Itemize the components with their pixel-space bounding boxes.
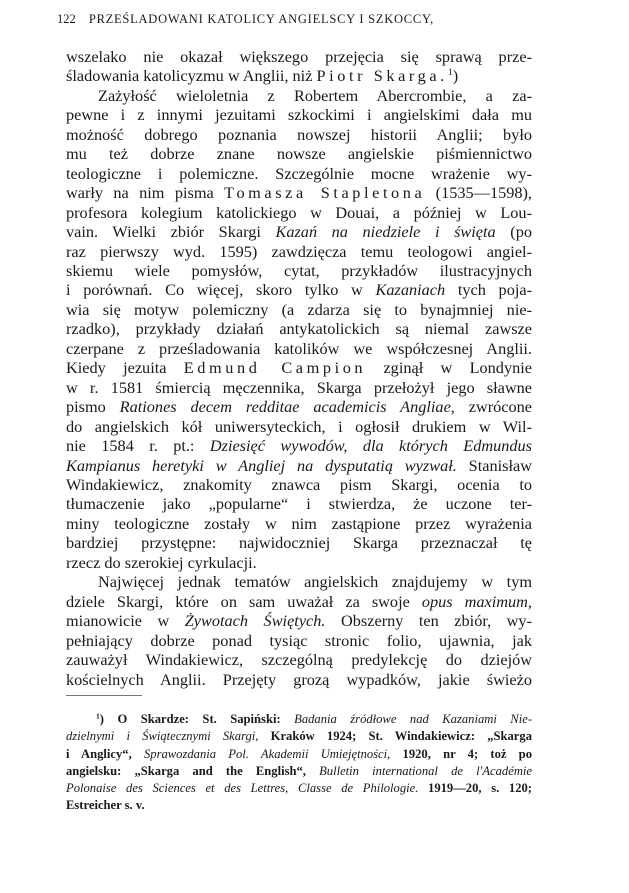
body-line <box>66 203 532 222</box>
body-line <box>66 86 532 105</box>
text-run: (po <box>495 222 532 242</box>
body-line <box>66 183 532 202</box>
text-run: pełniający dobrze ponad tysiąc stronic folio, ujawnia, jak <box>66 630 532 650</box>
spaced-name: Edmund Campion <box>183 358 367 378</box>
text-run: i Anglicy“, <box>66 746 144 761</box>
body-line <box>66 514 532 533</box>
text-run: rzadko), przykłady działań antykatolickich są niemal zawsze <box>66 319 532 339</box>
body-line <box>66 611 532 630</box>
text-run: bardziej przystępne: najwidoczniej Skarga przeznaczał tę <box>66 533 532 553</box>
running-title: PRZEŚLADOWANI KATOLICY ANGIELSCY I SZKOCCY, <box>88 12 434 26</box>
body-line <box>66 242 532 261</box>
body-line <box>66 592 532 611</box>
body-line <box>66 47 532 66</box>
body-line <box>66 300 532 319</box>
text-run: Windakiewicz, znakomity znawca pism Skargi, ocenia to <box>66 474 532 494</box>
text-run: skiemu wiele pomysłów, cytat, przykładów ilustracyjnych <box>66 260 532 280</box>
text-run: 1919—20, s. 120; <box>418 781 532 796</box>
text-run: Najwięcej jednak tematów angielskich znajdujemy w tym <box>98 572 532 592</box>
running-header <box>57 12 497 27</box>
text-run: wia się motyw polemiczny (a zdarza się to bynajmniej nie- <box>66 299 532 319</box>
body-line <box>66 670 532 689</box>
spaced-name: Tomasza Stapletona <box>224 183 426 203</box>
footnote-line <box>66 763 532 780</box>
body-line <box>66 125 532 144</box>
text-run: kościelnych Anglii. Przejęty grozą wypadków, jakie świeżo <box>66 669 532 689</box>
body-line <box>66 650 532 669</box>
footnote-line <box>66 797 532 814</box>
text-run: teologiczne i polemiczne. Szczególnie mocne wrażenie wy- <box>66 163 532 183</box>
text-run: ) O Skardze: St. Sapiński: <box>99 712 295 726</box>
text-run: raz pierwszy wyd. 1595) zawdzięcza temu teologowi angiel- <box>66 241 532 261</box>
footnote-line <box>66 711 532 728</box>
body-line <box>66 222 532 241</box>
text-run: (1535—1598), <box>425 183 532 203</box>
footnote-line <box>66 780 532 797</box>
text-run: miny teologiczne zostały w nim zastąpione przez wyrażenia <box>66 513 532 533</box>
footnote-line <box>66 746 532 763</box>
italic-text: Rationes decem redditae academicis Angliae, <box>119 397 455 417</box>
body-line <box>66 397 532 416</box>
text-run: warły na nim pisma <box>66 183 225 203</box>
text-run: angielsku: „Skarga and the English“, <box>66 763 320 778</box>
text-run: Estreicher s. v. <box>66 798 145 813</box>
italic-text: Żywotach Świętych. <box>184 611 326 631</box>
footnote-line <box>66 728 532 745</box>
body-line <box>66 164 532 183</box>
text-run: tłumaczenie jako „popularne“ i stwierdza, że uczone ter- <box>66 494 532 514</box>
text-run: czerpane z prześladowania katolików we współczesnej Anglii. <box>66 338 532 358</box>
italic-text: Polonaise des Sciences et des Lettres, Classe de Philologie. <box>66 781 419 796</box>
text-run: nie 1584 r. pt.: <box>66 436 210 456</box>
text-run: Stanisław <box>456 455 532 475</box>
italic-text: Kazaniach <box>375 280 446 300</box>
italic-text: Bulletin international de l'Académie <box>319 763 533 778</box>
text-run: tych poja- <box>445 280 533 300</box>
body-line <box>66 417 532 436</box>
text-run: Obszerny ten zbiór, wy- <box>325 611 532 631</box>
text-run: pismo <box>66 397 120 417</box>
body-line <box>66 280 532 299</box>
text-run: mianowicie w <box>66 611 185 631</box>
footnote-divider <box>66 695 142 696</box>
text-run: zwrócone <box>454 397 532 417</box>
text-run: rzecz do szerokiej cyrkulacji. <box>66 552 257 572</box>
text-run: mu też dobrze znane nowsze angielskie piśmiennictwo <box>66 144 532 164</box>
text-run: do angielskich kół uniwersyteckich, i ogłosił drukiem w Wil- <box>66 416 532 436</box>
body-line <box>66 144 532 163</box>
italic-text: Dziesięć wywodów, dla których Edmundus <box>209 436 532 456</box>
footnote <box>66 711 532 815</box>
body-line <box>66 494 532 513</box>
italic-text: Kampianus heretyki w Angliej na dysputatią wyzwał. <box>66 455 457 475</box>
text-run: zginął w Londynie <box>366 358 532 378</box>
text-run: Kiedy jezuita <box>66 358 184 378</box>
text-run: i porównań. Co więcej, skoro tylko w <box>66 280 376 300</box>
italic-text: opus maximum, <box>421 591 532 611</box>
italic-text: Badania źródłowe nad Kazaniami Nie- <box>294 712 532 726</box>
body-line <box>66 105 532 124</box>
body-line <box>66 572 532 591</box>
text-run: możność dobrego poznania nowszej historii Anglii; było <box>66 124 532 144</box>
body-line <box>66 378 532 397</box>
footnote-marker: 1 <box>447 67 453 79</box>
body-line <box>66 475 532 494</box>
text-run: w r. 1581 śmiercią męczennika, Skarga przełożył jego sławne <box>66 377 532 397</box>
text-run: vain. Wielki zbiór Skargi <box>66 222 276 242</box>
text-run: ) <box>452 66 459 86</box>
body-line <box>66 533 532 552</box>
footnote-marker: 1 <box>96 711 100 721</box>
page-number: 122 <box>57 12 76 26</box>
body-line <box>66 358 532 377</box>
text-run: pewne i z innymi jezuitami szkockimi i angielskimi dała mu <box>66 105 532 125</box>
text-run: śladowania katolicyzmu w Anglii, niż <box>66 66 317 86</box>
text-run: wszelako nie okazał większego przejęcia się sprawą prze- <box>66 47 532 66</box>
body-line <box>66 553 532 572</box>
text-run: 1920, nr 4; toż po <box>390 746 532 761</box>
body-line <box>66 456 532 475</box>
text-run: Kraków 1924; St. Windakiewicz: „Skarga <box>258 729 532 744</box>
italic-text: dzielnymi i Świątecznymi Skargi, <box>66 729 259 744</box>
italic-text: Sprawozdania Pol. Akademii Umiejętności, <box>143 746 391 761</box>
text-run: Zażyłość wieloletnia z Robertem Abercrombie, a za- <box>98 85 532 105</box>
text-run: dziele Skargi, które on sam uważał za swoje <box>66 591 422 611</box>
spaced-name: Piotr Skarga. <box>316 66 448 86</box>
text-run: profesora kolegium katolickiego w Douai, a później w Lou- <box>66 202 532 222</box>
body-line <box>66 261 532 280</box>
body-text <box>66 47 532 689</box>
italic-text: Kazań na niedziele i święta <box>275 222 496 242</box>
body-line <box>66 66 532 85</box>
body-line <box>66 631 532 650</box>
body-line <box>66 319 532 338</box>
body-line <box>66 436 532 455</box>
text-run: zauważył Windakiewicz, szczególną predylekcję do dziejów <box>66 650 532 670</box>
body-line <box>66 339 532 358</box>
